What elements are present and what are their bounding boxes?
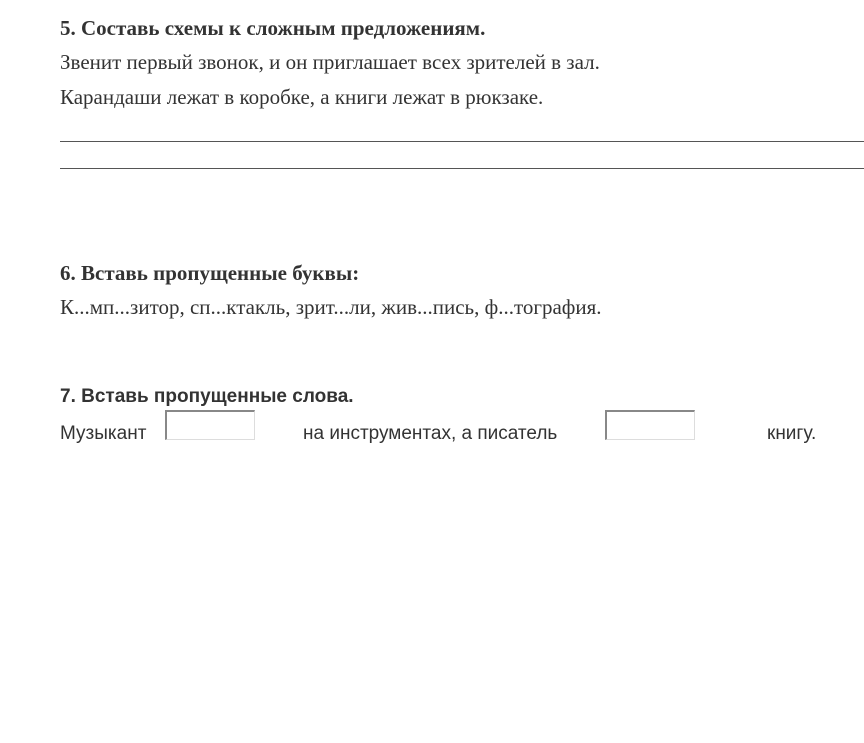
task7-title: 7. Вставь пропущенные слова. xyxy=(60,386,354,407)
task5-sentence-1: Звенит первый звонок, и он приглашает всех зрителей в зал. xyxy=(60,50,600,74)
blank-input-1[interactable] xyxy=(165,410,255,440)
task7-part2: на инструментах, а писатель xyxy=(303,423,558,444)
task7-part1: Музыкант xyxy=(60,423,147,444)
task6-title: 6. Вставь пропущенные буквы: xyxy=(60,261,360,285)
task7-part3: книгу. xyxy=(767,423,817,444)
answer-line-2 xyxy=(60,168,864,169)
task5-sentence-2: Карандаши лежат в коробке, а книги лежат в рюкзаке. xyxy=(60,85,544,109)
task6-text: К...мп...зитор, сп...ктакль, зрит...ли, жив...пись, ф...тография. xyxy=(60,295,602,319)
blank-input-2[interactable] xyxy=(605,410,695,440)
task5-title: 5. Составь схемы к сложным предложениям. xyxy=(60,16,486,40)
answer-line-1 xyxy=(60,141,864,142)
